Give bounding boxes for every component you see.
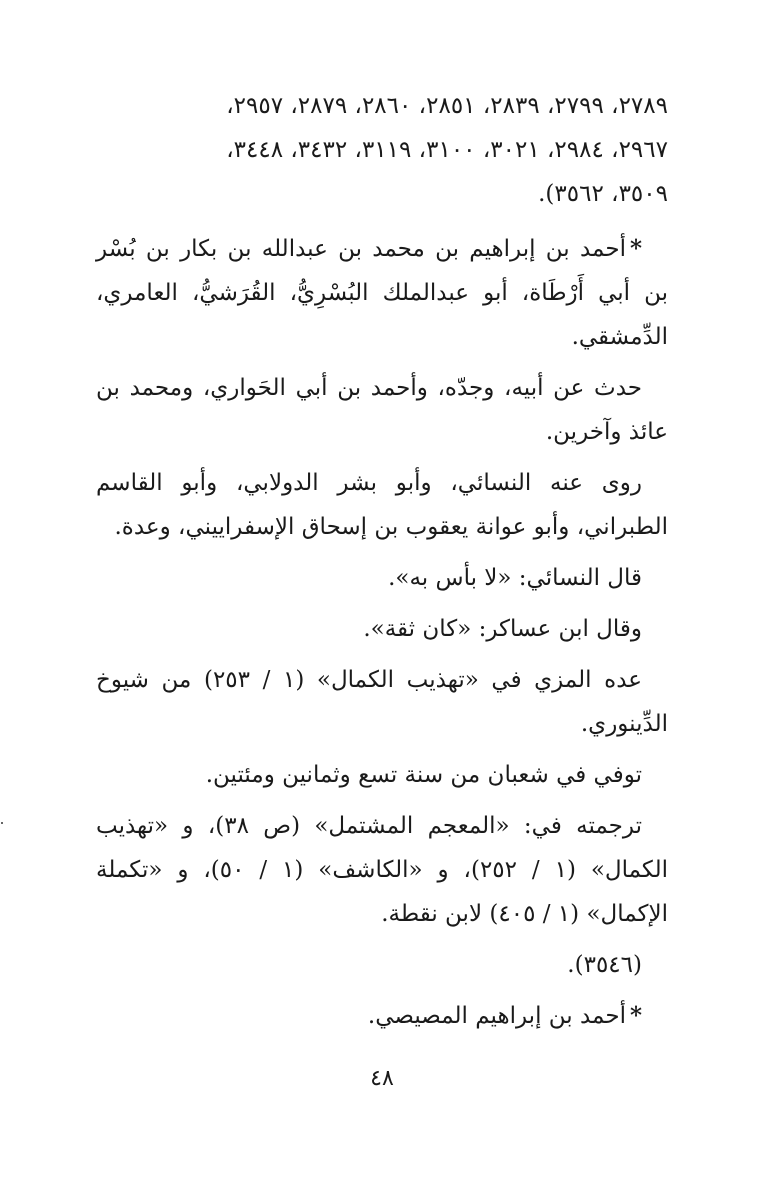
page-number: ٤٨ [370,1066,394,1091]
entry-star-marker: * [629,235,642,262]
entry-number: (٣٥٤٦). [567,952,642,978]
ibn-asakir-quote: وقال ابن عساكر: «كان ثقة». [363,616,642,642]
death-paragraph: توفي في شعبان من سنة تسع وثمانين ومئتين. [205,762,642,788]
narrators-paragraph: روى عنه النسائي، وأبو بشر الدولابي، وأبو القاسم الطبراني، وأبو عوانة يعقوب بن إسحاق الإسفراييني، وعدة. [96,470,668,540]
page-body [96,84,668,1045]
nasai-quote: قال النسائي: «لا بأس به». [388,565,642,591]
entry-name: أحمد بن إبراهيم بن محمد بن عبدالله بن بكار بن بُسْر بن أبي أَرْطَاة، أبو عبدالملك البُسْرِيُّ، القُرَشيُّ، العامري، الدِّمشقي. [96,236,668,350]
references-line-2: ٢٩٦٧، ٢٩٨٤، ٣٠٢١، ٣١٠٠، ٣١١٩، ٣٤٣٢، ٣٤٤٨، [226,137,668,163]
mizzi-paragraph: عده المزي في «تهذيب الكمال» (١ / ٢٥٣) من شيوخ الدِّينوري. [96,667,668,737]
next-entry-star-marker: * [629,1002,642,1029]
entry-heading [96,227,668,359]
references-line-3: ٣٥٠٩، ٣٥٦٢). [538,181,668,207]
scan-speck [1,822,3,824]
biography-sources: ترجمته في: «المعجم المشتمل» (ص ٣٨)، و «تهذيب الكمال» (١ / ٢٥٢)، و «الكاشف» (١ / ٥٠)، و «تكملة الإكمال» (١ / ٤٠٥) لابن نقطة. [96,813,669,927]
references-list [96,84,668,216]
next-entry-heading [96,994,668,1038]
next-entry-name: أحمد بن إبراهيم المصيصي. [367,1003,626,1029]
references-line-1: ٢٧٨٩، ٢٧٩٩، ٢٨٣٩، ٢٨٥١، ٢٨٦٠، ٢٨٧٩، ٢٩٥٧، [226,93,668,119]
narrated-from-paragraph: حدث عن أبيه، وجدّه، وأحمد بن أبي الحَواري، ومحمد بن عائذ وآخرين. [96,375,668,445]
